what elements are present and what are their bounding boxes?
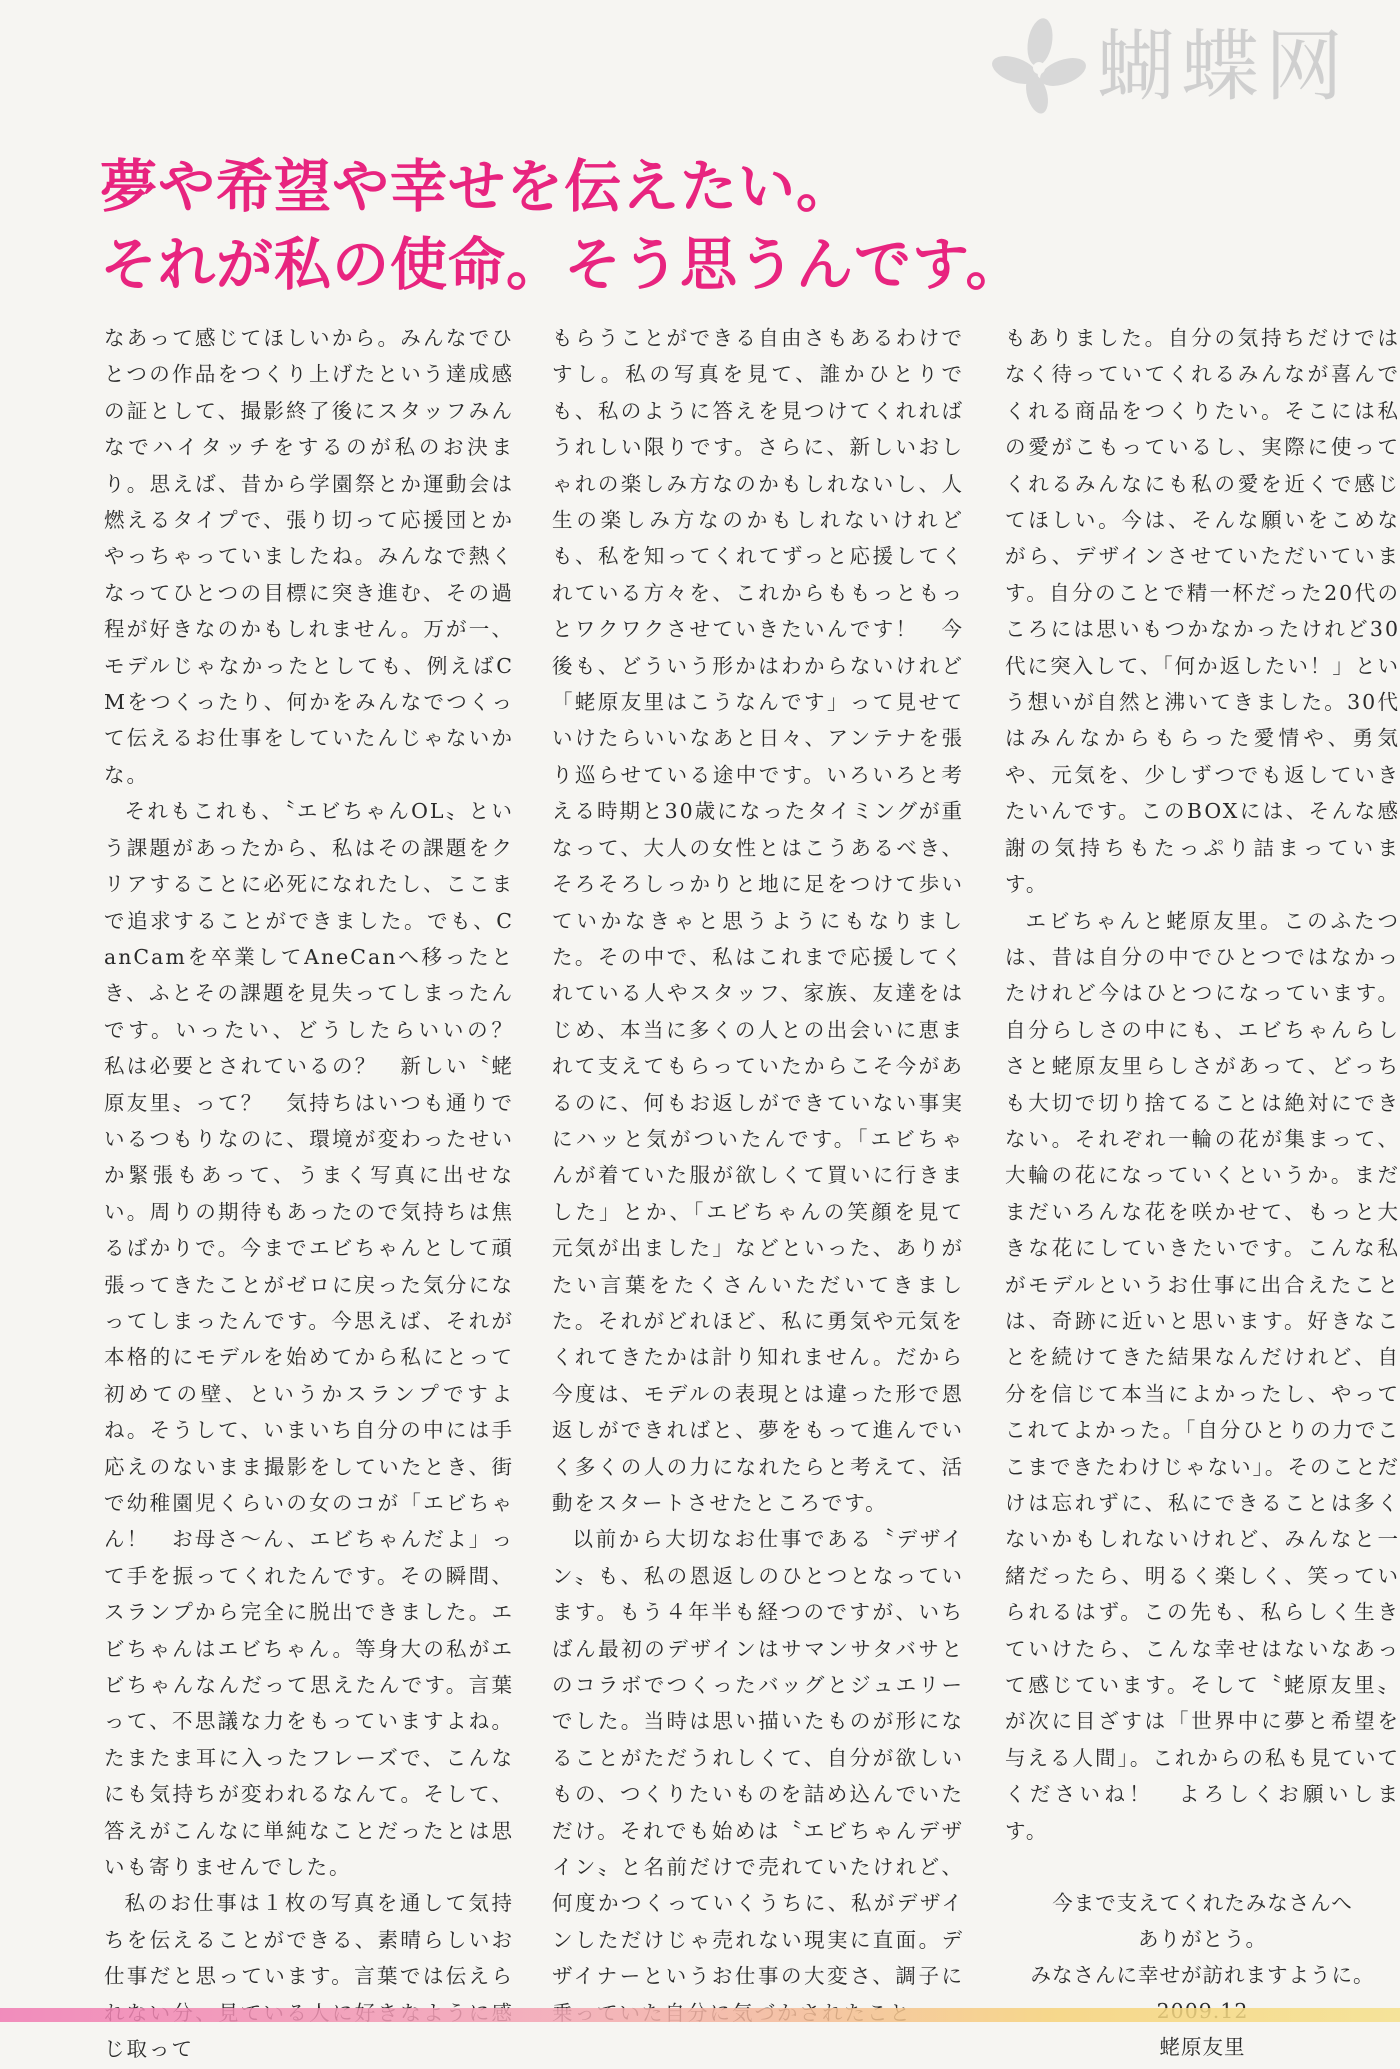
paragraph: 私のお仕事は１枚の写真を通して気持ちを伝えることができる、素晴らしいお仕事だと思っています。言葉では伝えら じ取って bbox=[104, 1891, 514, 2062]
closing-line: みなさんに幸せが訪れますように。 bbox=[1030, 1963, 1375, 1988]
closing-line: ありがとう。 bbox=[1138, 1927, 1267, 1952]
headline-line-1: 夢や希望や幸せを伝えたい。 bbox=[100, 154, 854, 220]
decorative-gradient-stripe bbox=[0, 2008, 1400, 2022]
text-column-2 bbox=[552, 320, 964, 1989]
watermark bbox=[985, 12, 1385, 122]
headline-line-2: それが私の使命。そう思うんです。 bbox=[100, 232, 1024, 298]
watermark-text: 蝴蝶网 bbox=[1097, 22, 1350, 112]
signature: 蛯原友里 bbox=[1159, 2035, 1246, 2060]
headline bbox=[100, 148, 1350, 304]
paragraph: もありました。自分の気持ちだけではなく待っていてくれるみんなが喜んでくれる商品をつくりたい。そこには私の愛がこもっているし、実際に使ってくれるみんなにも私の愛を近くで感じてほしい。今は、そんな願いをこめながら、デザインさせていただいています。自分のことで精一杯だった20代のころには思いもつかなかったけれど30代に突入して、「何か返したい！」という想いが自然と沸いてきました。30代はみんなからもらった愛情や、勇気や、元気を、少しずつでも返していきたいんです。このBOXには、そんな感謝の気持ちもたっぷり詰まっています。 bbox=[1005, 326, 1400, 897]
text-column-3 bbox=[1005, 320, 1400, 2060]
closing-line: 今まで支えてくれたみなさんへ bbox=[1052, 1891, 1353, 1916]
paragraph: なあって感じてほしいから。みんなでひとつの作品をつくり上げたという達成感の証として、撮影終了後にスタッフみんなでハイタッチをするのが私のお決まり。思えば、昔から学園祭とか運動会は燃えるタイプで、張り切って応援団とかやっちゃっていましたね。みんなで熱くなってひとつの目標に突き進む、その過程が好きなのかもしれません。万が一、モデルじゃなかったとしても、例えばCMをつくったり、何かをみんなでつくって伝えるお仕事をしていたんじゃないかな。 bbox=[104, 326, 514, 787]
paragraph: 以前から大切なお仕事である〝デザイン〟も、私の恩返しのひとつとなっています。もう４年半も経つのですが、いちばん最初のデザインはサマンサタバサとのコラボでつくったバッグとジュエリーでした。当時は思い描いたものが形になることがただうれしくて、自分が欲しいもの、つくりたいものを詰め込んでいただけ。それでも始めは〝エビちゃんデザイン〟と名前だけで売れていたけれど、何度かつくっていくうちに、私がデザインしただけじゃ売れない現実に直面。デザイナーというお仕事の大変さ、調子に bbox=[552, 1527, 964, 1989]
paragraph: もらうことができる自由さもあるわけですし。私の写真を見て、誰かひとりでも、私のように答えを見つけてくれればうれしい限りです。さらに、新しいおしゃれの楽しみ方なのかもしれないし、人生の楽しみ方なのかもしれないけれども、私を知ってくれてずっと応援してくれている方々を、これからももっともっとワクワクさせていきたいんです！ 今後も、どういう形かはわからないけれど「蛯原友里はこうなんです」って見せていけたらいいなあと日々、アンテナを張り巡らせている途中です。いろいろと考える時期と30歳になったタイミングが重なって、大人の女性とはこうあるべき、そろそろしっかりと地に足をつけて歩いていかなきゃと思うようにもなりました。その中で、私はこれまで応援してくれている人やスタッフ、家族、友達をはじめ、本当に多くの人との出会いに恵まれて支えてもらっていたからこそ今があるのに、何もお返しができていない事実にハッと気がついたんです。「エビちゃんが着ていた服が欲しくて買いに行きました」とか、「エビちゃんの笑顔を見て元気が出ました」などといった、ありがたい言葉をたくさんいただいてきました。それがどれほど、私に勇気や元気をくれてきたかは計り知れません。だから今度は、モデルの表現とは違った形で恩返しができればと、夢をもって進んでいく多くの人の力になれたらと考えて、活動をスタートさせたところです。 bbox=[552, 326, 964, 1515]
butterfly-flower-logo-icon bbox=[985, 12, 1095, 122]
text-column-1 bbox=[104, 320, 537, 2062]
paragraph: エビちゃんと蛯原友里。このふたつは、昔は自分の中でひとつではなかったけれど今はひとつになっています。自分らしさの中にも、エビちゃんらしさと蛯原友里らしさがあって、どっちも大切で切り捨てることは絶対にできない。それぞれ一輪の花が集まって、大輪の花になっていくというか。まだまだいろんな花を咲かせて、もっと大きな花にしていきたいです。こんな私がモデルというお仕事に出合えたことは、奇跡に近いと思います。好きなことを続けてきた結果なんだけれど、自分を信じて本当によかったし、やってこれてよかった。「自分ひとりの力でここまできたわけじゃない」。そのことだけは忘れずに、私にできることは多くないかもしれないけれど、みんなと一緒だったら、明るく楽しく、笑っていられるはず。この先も、私らしく生きていけたら、こんな幸せはないなあって感じています。そして〝蛯原友里〟が次に目ざすは「世界中に夢と希望を与える人間」。これからの私も見ていてくださいね！ よろしくお願いします。 bbox=[1005, 908, 1400, 1843]
closing-message bbox=[1005, 1885, 1400, 2065]
paragraph: それもこれも、〝エビちゃんOL〟という課題があったから、私はその課題をクリアすることに必死になれたし、ここまで追求することができました。でも、CanCamを卒業してAneCanへ移ったとき、ふとその課題を見失ってしまったんです。いったい、どうしたらいいの？ 私は必要とされているの？ 新しい〝蛯原友里〟って？ 気持ちはいつも通りでいるつもりなのに、環境が変わったせいか緊張もあって、うまく写真に出せない。周りの期待もあったので気持ちは焦るばかりで。今までエビちゃんとして頑張ってきたことがゼロに戻った気分になってしまったんです。今思えば、それが本格的にモデルを始めてから私にとって初めての壁、というかスランプですよね。そうして、いまいち自分の中には手応えのないまま撮影をしていたとき、街で幼稚園児くらいの女のコが「エビちゃん！ お母さ～ん、エビちゃんだよ」って手を振ってくれたんです。その瞬間、スランプから完全に脱出できました。エビちゃんはエビちゃん。等身大の私がエビちゃんなんだって思えたんです。言葉って、不思議な力をもっていますよね。たまたま耳に入ったフレーズで、こんなにも気持ちが変われるなんて。そして、答えがこんなに単純なことだったとは思いも寄りませんでした。 bbox=[104, 799, 537, 1880]
